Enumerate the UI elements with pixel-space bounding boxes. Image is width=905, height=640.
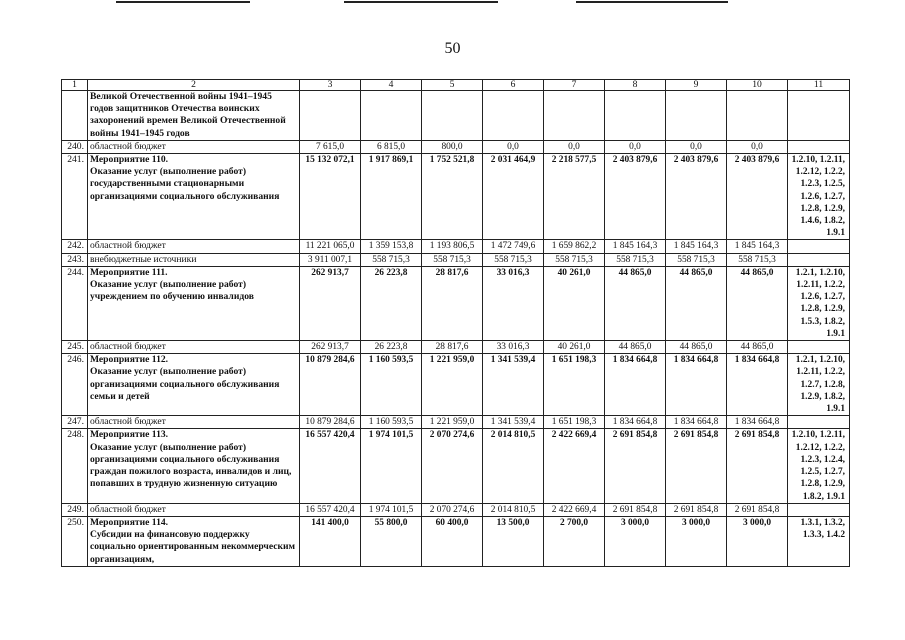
column-number-row [62, 80, 850, 91]
amount-cell: 1 651 198,3 [544, 416, 605, 429]
row-number-cell: 248. [62, 429, 88, 503]
indicator-codes-cell: 1.2.10, 1.2.11, 1.2.12, 1.2.2, 1.2.3, 1.2.4, 1.2.5, 1.2.7, 1.2.8, 1.2.9, 1.8.2, 1.9.1 [788, 429, 850, 503]
amount-cell: 1 341 539,4 [483, 416, 544, 429]
top-rule [576, 1, 728, 3]
amount-cell: 2 422 669,4 [544, 503, 605, 516]
table-row [62, 91, 850, 141]
amount-cell: 800,0 [422, 140, 483, 153]
amount-cell: 2 070 274,6 [422, 503, 483, 516]
column-number-cell: 7 [544, 80, 605, 91]
column-number-cell: 2 [88, 80, 300, 91]
amount-cell: 2 691 854,8 [727, 429, 788, 503]
indicator-codes-cell [788, 253, 850, 266]
row-number-cell: 245. [62, 341, 88, 354]
amount-cell: 3 911 007,1 [300, 253, 361, 266]
amount-cell: 16 557 420,4 [300, 503, 361, 516]
amount-cell: 558 715,3 [422, 253, 483, 266]
amount-cell: 1 752 521,8 [422, 154, 483, 240]
amount-cell: 11 221 065,0 [300, 240, 361, 253]
amount-cell: 7 615,0 [300, 140, 361, 153]
amount-cell: 558 715,3 [483, 253, 544, 266]
column-number-cell: 8 [605, 80, 666, 91]
amount-cell [483, 91, 544, 141]
amount-cell: 1 845 164,3 [666, 240, 727, 253]
amount-cell: 0,0 [727, 140, 788, 153]
amount-cell: 2 070 274,6 [422, 429, 483, 503]
amount-cell: 2 691 854,8 [727, 503, 788, 516]
amount-cell [605, 91, 666, 141]
amount-cell: 1 845 164,3 [605, 240, 666, 253]
indicator-codes-cell [788, 140, 850, 153]
table-row [62, 354, 850, 416]
amount-cell: 1 974 101,5 [361, 503, 422, 516]
amount-cell [544, 91, 605, 141]
amount-cell: 3 000,0 [605, 516, 666, 566]
column-number-cell: 10 [727, 80, 788, 91]
amount-cell: 2 403 879,6 [666, 154, 727, 240]
amount-cell: 44 865,0 [727, 266, 788, 340]
amount-cell: 2 422 669,4 [544, 429, 605, 503]
amount-cell: 26 223,8 [361, 266, 422, 340]
row-number-cell: 241. [62, 154, 88, 240]
amount-cell [422, 91, 483, 141]
amount-cell: 44 865,0 [605, 341, 666, 354]
amount-cell: 0,0 [544, 140, 605, 153]
amount-cell: 558 715,3 [727, 253, 788, 266]
amount-cell: 0,0 [483, 140, 544, 153]
amount-cell [727, 91, 788, 141]
indicator-codes-cell [788, 503, 850, 516]
table-row [62, 341, 850, 354]
description-cell: Мероприятие 111. Оказание услуг (выполнение работ) учреждением по обучению инвалидов [88, 266, 300, 340]
amount-cell: 13 500,0 [483, 516, 544, 566]
table-row [62, 253, 850, 266]
indicator-codes-cell [788, 240, 850, 253]
amount-cell: 1 834 664,8 [605, 354, 666, 416]
row-number-cell: 244. [62, 266, 88, 340]
row-number-cell: 246. [62, 354, 88, 416]
amount-cell: 1 160 593,5 [361, 416, 422, 429]
row-number-cell: 243. [62, 253, 88, 266]
amount-cell: 1 221 959,0 [422, 416, 483, 429]
row-number-cell: 240. [62, 140, 88, 153]
amount-cell: 3 000,0 [666, 516, 727, 566]
amount-cell: 0,0 [605, 140, 666, 153]
row-number-cell: 250. [62, 516, 88, 566]
amount-cell: 28 817,6 [422, 266, 483, 340]
budget-table [61, 79, 850, 567]
amount-cell: 55 800,0 [361, 516, 422, 566]
amount-cell: 2 691 854,8 [605, 429, 666, 503]
amount-cell: 44 865,0 [605, 266, 666, 340]
amount-cell: 1 834 664,8 [727, 354, 788, 416]
amount-cell: 558 715,3 [666, 253, 727, 266]
description-cell: областной бюджет [88, 240, 300, 253]
amount-cell: 2 403 879,6 [727, 154, 788, 240]
amount-cell: 10 879 284,6 [300, 354, 361, 416]
indicator-codes-cell [788, 91, 850, 141]
amount-cell [300, 91, 361, 141]
amount-cell: 40 261,0 [544, 266, 605, 340]
amount-cell: 40 261,0 [544, 341, 605, 354]
column-number-cell: 6 [483, 80, 544, 91]
amount-cell: 60 400,0 [422, 516, 483, 566]
amount-cell: 1 834 664,8 [727, 416, 788, 429]
amount-cell: 6 815,0 [361, 140, 422, 153]
amount-cell: 141 400,0 [300, 516, 361, 566]
amount-cell: 1 834 664,8 [666, 354, 727, 416]
indicator-codes-cell: 1.3.1, 1.3.2, 1.3.3, 1.4.2 [788, 516, 850, 566]
row-number-cell: 249. [62, 503, 88, 516]
description-cell: Мероприятие 112. Оказание услуг (выполнение работ) организациями социального обслуживания семьи и детей [88, 354, 300, 416]
amount-cell: 1 659 862,2 [544, 240, 605, 253]
amount-cell: 3 000,0 [727, 516, 788, 566]
row-number-cell: 247. [62, 416, 88, 429]
amount-cell: 15 132 072,1 [300, 154, 361, 240]
description-cell: Мероприятие 114. Субсидии на финансовую поддержку социально ориентированным некоммерческим организациям, [88, 516, 300, 566]
column-number-cell: 5 [422, 80, 483, 91]
amount-cell: 1 193 806,5 [422, 240, 483, 253]
table-row [62, 516, 850, 566]
table-row [62, 240, 850, 253]
amount-cell: 28 817,6 [422, 341, 483, 354]
amount-cell [361, 91, 422, 141]
table-row [62, 503, 850, 516]
row-number-cell: 242. [62, 240, 88, 253]
amount-cell: 558 715,3 [544, 253, 605, 266]
column-number-cell: 11 [788, 80, 850, 91]
amount-cell: 1 472 749,6 [483, 240, 544, 253]
amount-cell: 1 221 959,0 [422, 354, 483, 416]
amount-cell: 44 865,0 [666, 341, 727, 354]
amount-cell: 1 834 664,8 [666, 416, 727, 429]
amount-cell: 1 651 198,3 [544, 354, 605, 416]
indicator-codes-cell: 1.2.1, 1.2.10, 1.2.11, 1.2.2, 1.2.7, 1.2.8, 1.2.9, 1.8.2, 1.9.1 [788, 354, 850, 416]
description-cell: Великой Отечественной войны 1941–1945 годов защитников Отечества воинских захоронений времен Великой Отечественной войны 1941–1945 годов [88, 91, 300, 141]
amount-cell: 1 834 664,8 [605, 416, 666, 429]
indicator-codes-cell [788, 416, 850, 429]
amount-cell: 1 845 164,3 [727, 240, 788, 253]
amount-cell: 1 917 869,1 [361, 154, 422, 240]
amount-cell: 2 691 854,8 [666, 503, 727, 516]
description-cell: областной бюджет [88, 416, 300, 429]
amount-cell: 262 913,7 [300, 266, 361, 340]
amount-cell: 10 879 284,6 [300, 416, 361, 429]
column-number-cell: 4 [361, 80, 422, 91]
top-rule [116, 1, 250, 3]
amount-cell: 1 974 101,5 [361, 429, 422, 503]
amount-cell: 1 341 539,4 [483, 354, 544, 416]
top-rule [344, 1, 498, 3]
amount-cell: 558 715,3 [605, 253, 666, 266]
indicator-codes-cell [788, 341, 850, 354]
column-number-cell: 1 [62, 80, 88, 91]
table-row [62, 416, 850, 429]
amount-cell: 2 700,0 [544, 516, 605, 566]
table-row [62, 429, 850, 503]
amount-cell: 2 691 854,8 [666, 429, 727, 503]
table-row [62, 140, 850, 153]
amount-cell: 33 016,3 [483, 266, 544, 340]
amount-cell: 558 715,3 [361, 253, 422, 266]
amount-cell: 2 031 464,9 [483, 154, 544, 240]
amount-cell: 44 865,0 [727, 341, 788, 354]
amount-cell: 33 016,3 [483, 341, 544, 354]
amount-cell: 16 557 420,4 [300, 429, 361, 503]
page-number: 50 [444, 40, 461, 57]
row-number-cell [62, 91, 88, 141]
indicator-codes-cell: 1.2.10, 1.2.11, 1.2.12, 1.2.2, 1.2.3, 1.2.5, 1.2.6, 1.2.7, 1.2.8, 1.2.9, 1.4.6, 1.8.2, 1.9.1 [788, 154, 850, 240]
amount-cell [666, 91, 727, 141]
amount-cell: 2 691 854,8 [605, 503, 666, 516]
amount-cell: 26 223,8 [361, 341, 422, 354]
description-cell: областной бюджет [88, 140, 300, 153]
column-number-cell: 9 [666, 80, 727, 91]
amount-cell: 2 014 810,5 [483, 503, 544, 516]
description-cell: областной бюджет [88, 341, 300, 354]
table-row [62, 266, 850, 340]
description-cell: внебюджетные источники [88, 253, 300, 266]
table-row [62, 154, 850, 240]
column-number-cell: 3 [300, 80, 361, 91]
amount-cell: 2 403 879,6 [605, 154, 666, 240]
amount-cell: 2 218 577,5 [544, 154, 605, 240]
amount-cell: 1 160 593,5 [361, 354, 422, 416]
amount-cell: 44 865,0 [666, 266, 727, 340]
description-cell: областной бюджет [88, 503, 300, 516]
amount-cell: 0,0 [666, 140, 727, 153]
indicator-codes-cell: 1.2.1, 1.2.10, 1.2.11, 1.2.2, 1.2.6, 1.2.7, 1.2.8, 1.2.9, 1.5.3, 1.8.2, 1.9.1 [788, 266, 850, 340]
amount-cell: 2 014 810,5 [483, 429, 544, 503]
amount-cell: 1 359 153,8 [361, 240, 422, 253]
description-cell: Мероприятие 113. Оказание услуг (выполнение работ) организациями социального обслуживания граждан пожилого возраста, инвалидов и лиц, попавших в трудную жизненную ситуацию [88, 429, 300, 503]
description-cell: Мероприятие 110. Оказание услуг (выполнение работ) государственными стационарными организациями социального обслуживания [88, 154, 300, 240]
amount-cell: 262 913,7 [300, 341, 361, 354]
